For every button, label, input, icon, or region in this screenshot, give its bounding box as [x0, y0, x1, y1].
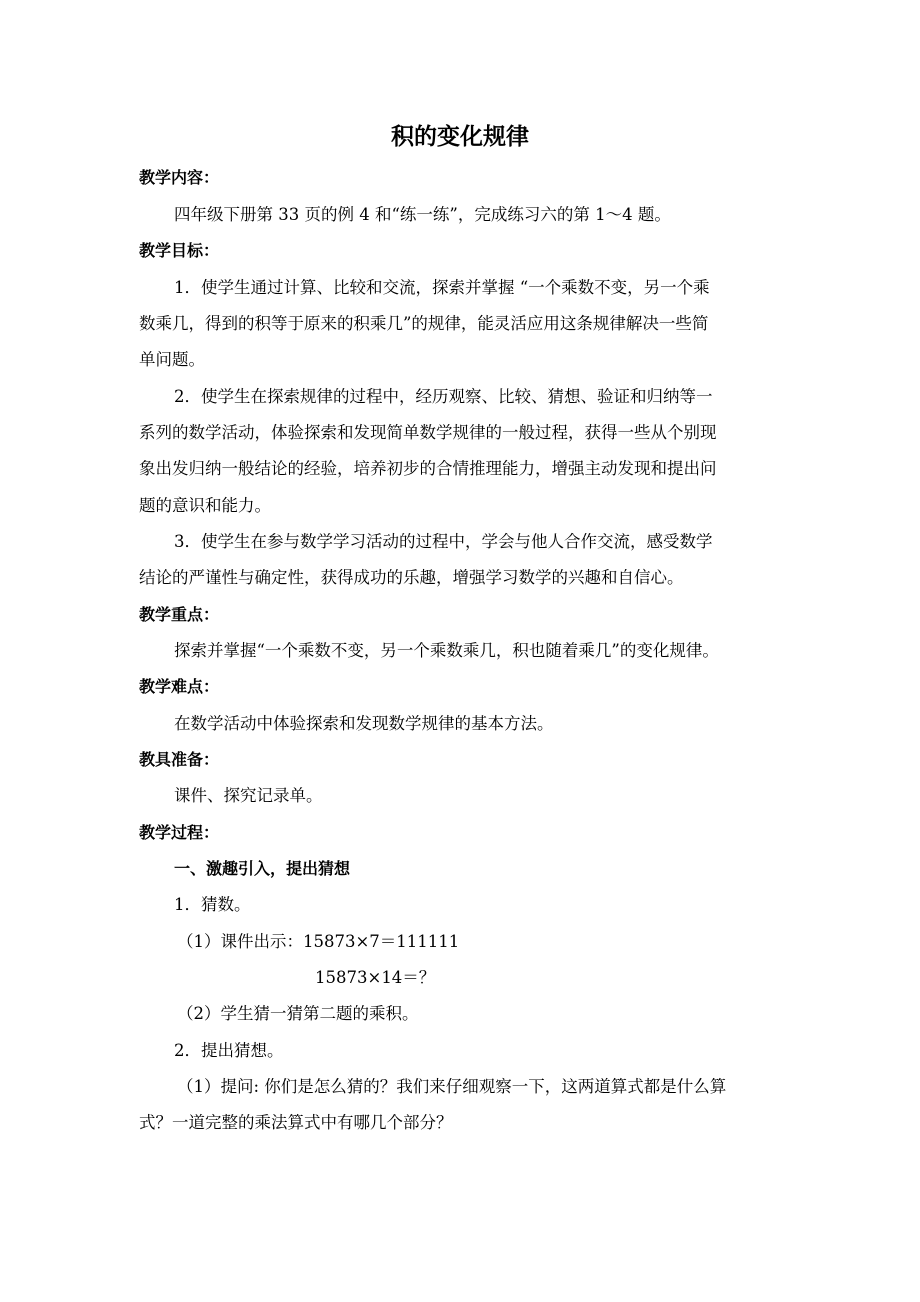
goal3-line-2: 结论的严谨性与确定性，获得成功的乐趣，增强学习数学的兴趣和自信心。	[139, 568, 684, 587]
step1-a2: 15873×14＝？	[315, 968, 436, 987]
tools-heading: 教具准备：	[139, 750, 220, 769]
step1-a: （1）课件出示：15873×7＝111111	[177, 932, 460, 951]
section1-title: 一、激趣引入，提出猜想	[174, 859, 351, 878]
difficulty-heading: 教学难点：	[139, 677, 220, 696]
goal2-line-1: 2．使学生在探索规律的过程中，经历观察、比较、猜想、验证和归纳等一	[174, 387, 713, 406]
goal2-line-3: 象出发归纳一般结论的经验，培养初步的合情推理能力，增强主动发现和提出问	[139, 459, 717, 478]
content-text: 四年级下册第 33 页的例 4 和“练一练”，完成练习六的第 1～4 题。	[174, 205, 671, 224]
step2-a-line-2: 式？一道完整的乘法算式中有哪几个部分？	[139, 1113, 453, 1132]
goal1-line-1: 1．使学生通过计算、比较和交流，探索并掌握 “一个乘数不变，另一个乘	[174, 278, 710, 297]
goal1-line-3: 单问题。	[139, 350, 205, 369]
step1-b: （2）学生猜一猜第二题的乘积。	[177, 1004, 419, 1023]
goal2-line-2: 系列的数学活动，体验探索和发现简单数学规律的一般过程，获得一些从个别现	[139, 423, 717, 442]
document-title: 积的变化规律	[391, 124, 529, 150]
goal3-line-1: 3．使学生在参与数学学习活动的过程中，学会与他人合作交流，感受数学	[174, 532, 713, 551]
goal1-line-2: 数乘几，得到的积等于原来的积乘几”的规律，能灵活应用这条规律解决一些简	[139, 314, 709, 333]
process-heading: 教学过程：	[139, 823, 220, 842]
key-heading: 教学重点：	[139, 605, 220, 624]
content-heading: 教学内容：	[139, 168, 220, 187]
step1: 1．猜数。	[174, 895, 251, 914]
tools-text: 课件、探究记录单。	[174, 786, 323, 805]
step2-a-line-1: （1）提问: 你们是怎么猜的？我们来仔细观察一下，这两道算式都是什么算	[177, 1077, 727, 1096]
key-text: 探索并掌握“一个乘数不变，另一个乘数乘几，积也随着乘几”的变化规律。	[174, 641, 719, 660]
goals-heading: 教学目标：	[139, 241, 220, 260]
difficulty-text: 在数学活动中体验探索和发现数学规律的基本方法。	[174, 714, 554, 733]
step2: 2．提出猜想。	[174, 1041, 284, 1060]
goal2-line-4: 题的意识和能力。	[139, 496, 271, 515]
